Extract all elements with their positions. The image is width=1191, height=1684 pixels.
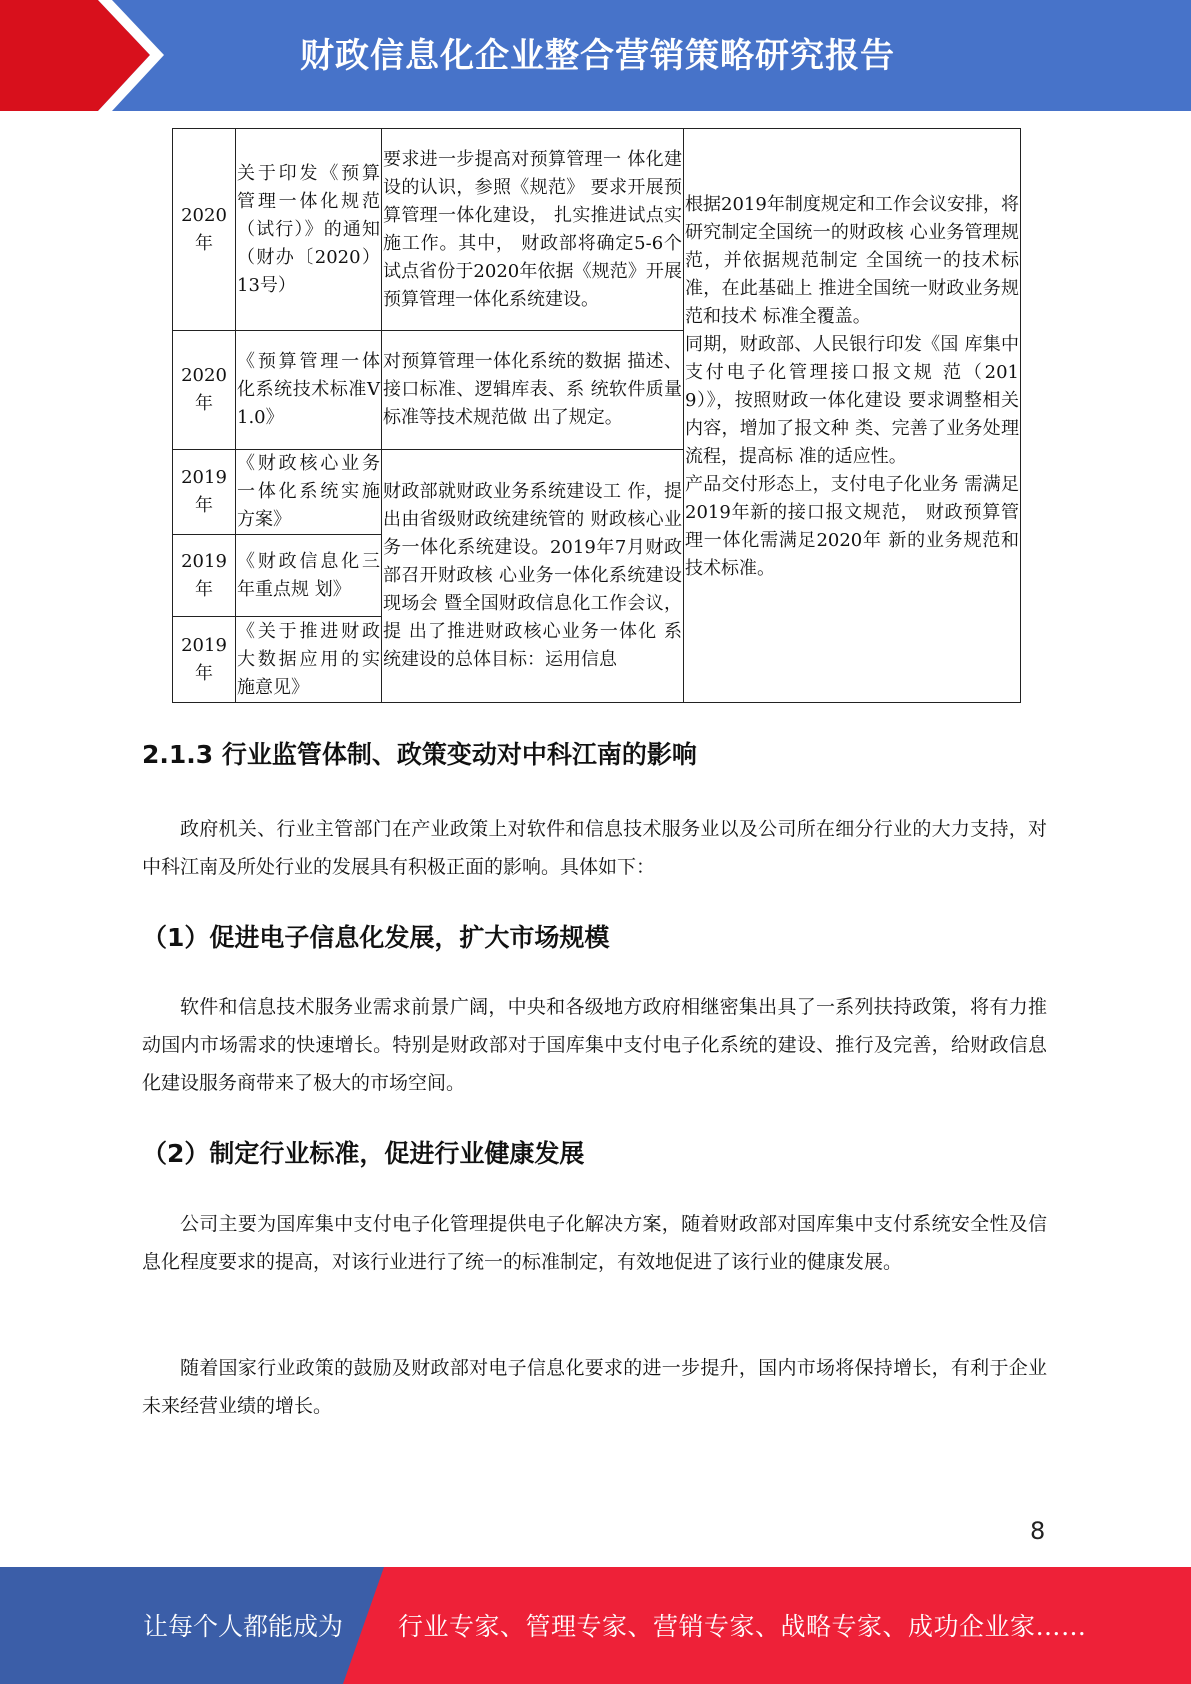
report-title: 财政信息化企业整合营销策略研究报告 [300,36,895,76]
subsection-heading-1: （1）促进电子信息化发展，扩大市场规模 [142,923,610,952]
requirement-cell: 要求进一步提高对预算管理一 体化建设的认识，参照《规范》 要求开展预算管理一体化建设， 扎实推进试点实施工作。其中， 财政部将确定5-6个试点省份于2020年依据《规范》开展预算管理一体化系统建设。 [382,129,684,331]
requirement-cell: 财政部就财政业务系统建设工 作，提出由省级财政统建统管的 财政核心业务一体化系统建设。2019年7月财政部召开财政核 心业务一体化系统建设现场会 暨全国财政信息化工作会议，提 出了推进财政核心业务一体化 系统建设的总体目标：运用信息 [382,450,684,703]
page-footer [0,1567,1191,1684]
document-cell: 《财政核心业务一体化系统实施方案》 [236,450,382,535]
notes-cell [684,129,1021,703]
policy-table [172,128,1021,703]
section-heading: 2.1.3 行业监管体制、政策变动对中科江南的影响 [142,740,697,769]
document-cell: 关于印发《预算管理一体化规范（试行）》的通知（财办〔2020）13号） [236,129,382,331]
document-cell: 《财政信息化三年重点规 划》 [236,535,382,617]
page-header [0,0,1191,111]
year-cell: 2020年 [173,129,236,331]
year-cell: 2019年 [173,617,236,703]
note-paragraph: 产品交付形态上，支付电子化业务 需满足2019年新的接口报文规范， 财政预算管理一体化需满足2020年 新的业务规范和技术标准。 [685,474,1019,579]
footer-slogan-right: 行业专家、管理专家、营销专家、战略专家、成功企业家…… [398,1612,1087,1641]
closing-paragraph: 随着国家行业政策的鼓励及财政部对电子信息化要求的进一步提升，国内市场将保持增长，有利于企业未来经营业绩的增长。 [142,1357,1047,1417]
intro-paragraph: 政府机关、行业主管部门在产业政策上对软件和信息技术服务业以及公司所在细分行业的大力支持，对中科江南及所处行业的发展具有积极正面的影响。具体如下： [142,818,1047,878]
subsection-2-paragraph: 公司主要为国库集中支付电子化管理提供电子化解决方案，随着财政部对国库集中支付系统安全性及信息化程度要求的提高，对该行业进行了统一的标准制定，有效地促进了该行业的健康发展。 [142,1213,1047,1273]
footer-slogan-left: 让每个人都能成为 [143,1612,344,1641]
document-cell: 《预算管理一体化系统技术标准V1.0》 [236,331,382,450]
year-cell: 2020年 [173,331,236,450]
subsection-heading-2: （2）制定行业标准，促进行业健康发展 [142,1139,585,1168]
subsection-1-paragraph: 软件和信息技术服务业需求前景广阔，中央和各级地方政府相继密集出具了一系列扶持政策，将有力推动国内市场需求的快速增长。特别是财政部对于国库集中支付电子化系统的建设、推行及完善，给财政信息化建设服务商带来了极大的市场空间。 [142,996,1047,1094]
year-cell: 2019年 [173,535,236,617]
table-row [173,129,1021,331]
document-cell: 《关于推进财政大数据应用的实施意见》 [236,617,382,703]
note-paragraph: 根据2019年制度规定和工作会议安排，将研究制定全国统一的财政核 心业务管理规范，并依据规范制定 全国统一的技术标准，在此基础上 推进全国统一财政业务规范和技术 标准全覆盖。 [685,194,1019,327]
note-paragraph: 同期，财政部、人民银行印发《国 库集中支付电子化管理接口报文规 范（2019）》，按照财政一体化建设 要求调整相关内容，增加了报文种 类、完善了业务处理流程，提高标 准的适应性。 [685,334,1019,467]
page-number: 8 [1030,1517,1046,1545]
requirement-cell: 对预算管理一体化系统的数据 描述、接口标准、逻辑库表、系 统软件质量标准等技术规范做 出了规定。 [382,331,684,450]
year-cell: 2019年 [173,450,236,535]
